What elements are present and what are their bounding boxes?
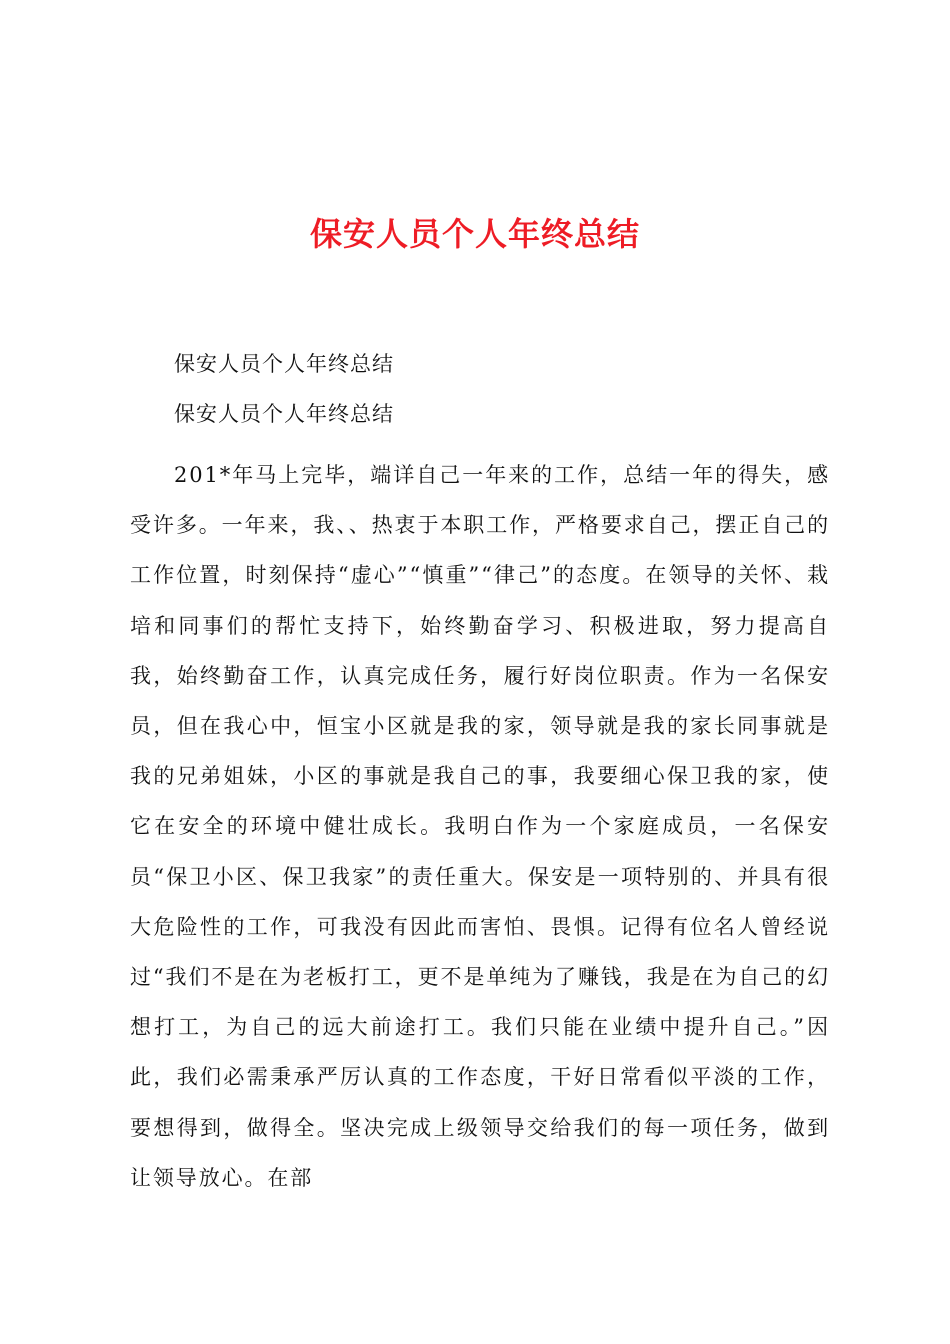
body-paragraph: 201*年马上完毕，端详自己一年来的工作，总结一年的得失，感受许多。一年来，我、、热衷于本职工作，严格要求自己，摆正自己的工作位置，时刻保持“虚心”“慎重”“律己”的态度。在领导的关怀、栽培和同事们的帮忙支持下，始终勤奋学习、积极进取，努力提高自我，始终勤奋工作，认真完成任务，履行好岗位职责。作为一名保安员，但在我心中，恒宝小区就是我的家，领导就是我的家长同事就是我的兄弟姐妹，小区的事就是我自己的事，我要细心保卫我的家，使它在安全的环境中健壮成长。我明白作为一个家庭成员，一名保安员“保卫小区、保卫我家”的责任重大。保安是一项特别的、并具有很大危险性的工作，可我没有因此而害怕、畏惧。记得有位名人曾经说过“我们不是在为老板打工，更不是单纯为了赚钱，我是在为自己的幻想打工，为自己的远大前途打工。我们只能在业绩中提升自己。”因此，我们必需秉承严厉认真的工作态度，干好日常看似平淡的工作，要想得到，做得全。坚决完成上级领导交给我们的每一项任务，做到让领导放心。在部: [130, 463, 830, 1190]
subtitle-line-1: 保安人员个人年终总结: [174, 352, 394, 376]
document-title: 保安人员个人年终总结: [309, 215, 640, 253]
subtitle-line-2: 保安人员个人年终总结: [174, 402, 394, 426]
